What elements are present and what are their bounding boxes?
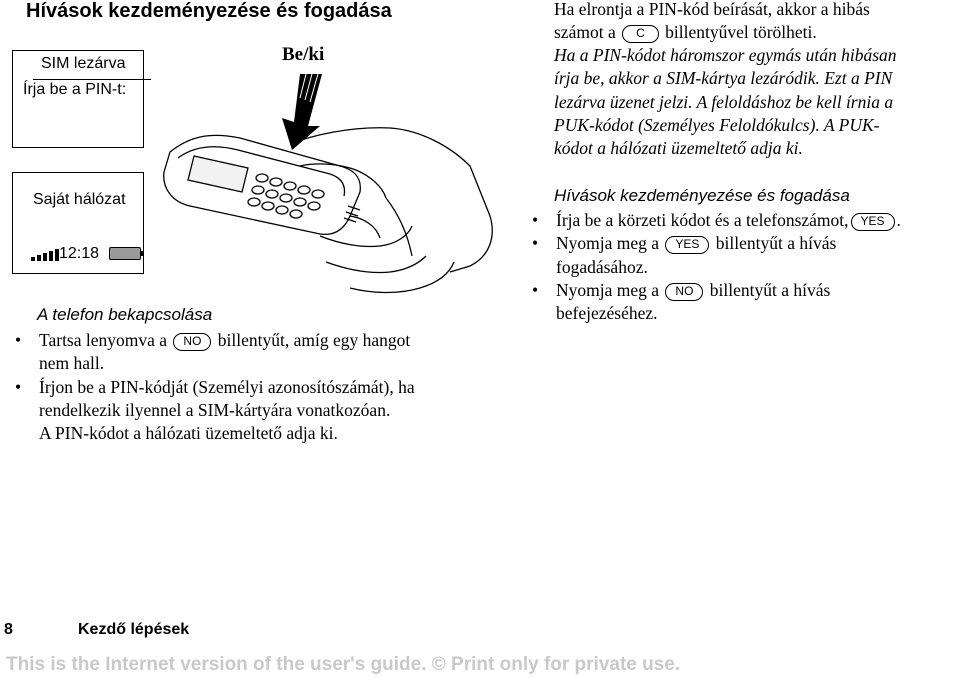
page-number: 8 [4, 621, 13, 638]
no-key-icon: NO [173, 333, 211, 351]
battery-icon [109, 247, 141, 260]
note-text: írja be, akkor a SIM-kártya lezáródik. Ezt a PIN [554, 68, 893, 89]
sim-lock-note [554, 44, 959, 160]
step-text: billentyűt, amíg egy hangot [217, 330, 411, 350]
list-item [15, 329, 495, 376]
step-text: fogadásához. [556, 256, 648, 277]
section-heading-calls: Hívások kezdeményezése és fogadása [554, 186, 850, 205]
step-text: rendelkezik ilyennel a SIM-kártyára vonatkozóan. [39, 399, 391, 420]
internet-version-notice: This is the Internet version of the user's guide. © Print only for private use. [6, 654, 681, 675]
press-arrow-icon [282, 74, 322, 150]
section-heading-power-on: A telefon bekapcsolása [37, 305, 213, 324]
step-text: billentyűt a hívás [715, 233, 837, 254]
step-text: nem hall. [39, 353, 105, 374]
page-title: Hívások kezdeményezése és fogadása [26, 0, 392, 22]
call-steps [532, 209, 960, 325]
pin-correction-paragraph [554, 0, 959, 45]
section-name: Kezdő lépések [78, 621, 190, 638]
phone-display-idle [12, 172, 144, 274]
power-key-label: Be/ki [282, 44, 325, 65]
step-text: Tartsa lenyomva a [39, 330, 168, 350]
display-divider [33, 79, 151, 80]
step-text: A PIN-kódot a hálózati üzemeltető adja ki. [39, 423, 338, 444]
phone-display-sim-locked [12, 50, 144, 148]
phone-in-hand-illustration [150, 66, 510, 300]
step-text: Nyomja meg a [556, 279, 660, 300]
paragraph-text: billentyűvel törölheti. [665, 22, 817, 43]
power-on-steps [15, 329, 495, 445]
c-key-icon: C [622, 25, 659, 43]
enter-pin-prompt: Írja be a PIN-t: [23, 81, 127, 98]
note-text: PUK-kódot (Személyes Feloldókulcs). A PUK- [554, 114, 880, 135]
note-text: Ha a PIN-kódot háromszor egymás után hibásan [554, 45, 897, 65]
note-text: kódot a hálózati üzemeltető adja ki. [554, 138, 803, 159]
step-text: . [896, 210, 901, 230]
step-text: befejezéséhez. [556, 303, 658, 324]
step-text: Nyomja meg a [556, 233, 660, 254]
network-name: Saját hálózat [33, 191, 126, 208]
note-text: lezárva üzenet jelzi. A feloldáshoz be kell írnia a [554, 91, 894, 112]
no-key-icon: NO [665, 283, 703, 301]
clock-time: 12:18 [59, 245, 100, 262]
step-text: billentyűt a hívás [709, 279, 831, 300]
list-item [532, 209, 960, 232]
list-item [532, 279, 960, 326]
yes-key-icon: YES [665, 236, 709, 254]
step-text: Írjon be a PIN-kódját (Személyi azonosítószámát), ha [39, 376, 415, 397]
yes-key-icon: YES [851, 213, 895, 231]
sim-locked-text: SIM lezárva [41, 55, 126, 72]
paragraph-text: Ha elrontja a PIN-kód beírását, akkor a hibás [554, 0, 870, 19]
step-text: Írja be a körzeti kódot és a telefonszámot, [556, 210, 849, 230]
paragraph-text: számot a [554, 22, 616, 43]
list-item [15, 376, 495, 446]
list-item [532, 232, 960, 279]
